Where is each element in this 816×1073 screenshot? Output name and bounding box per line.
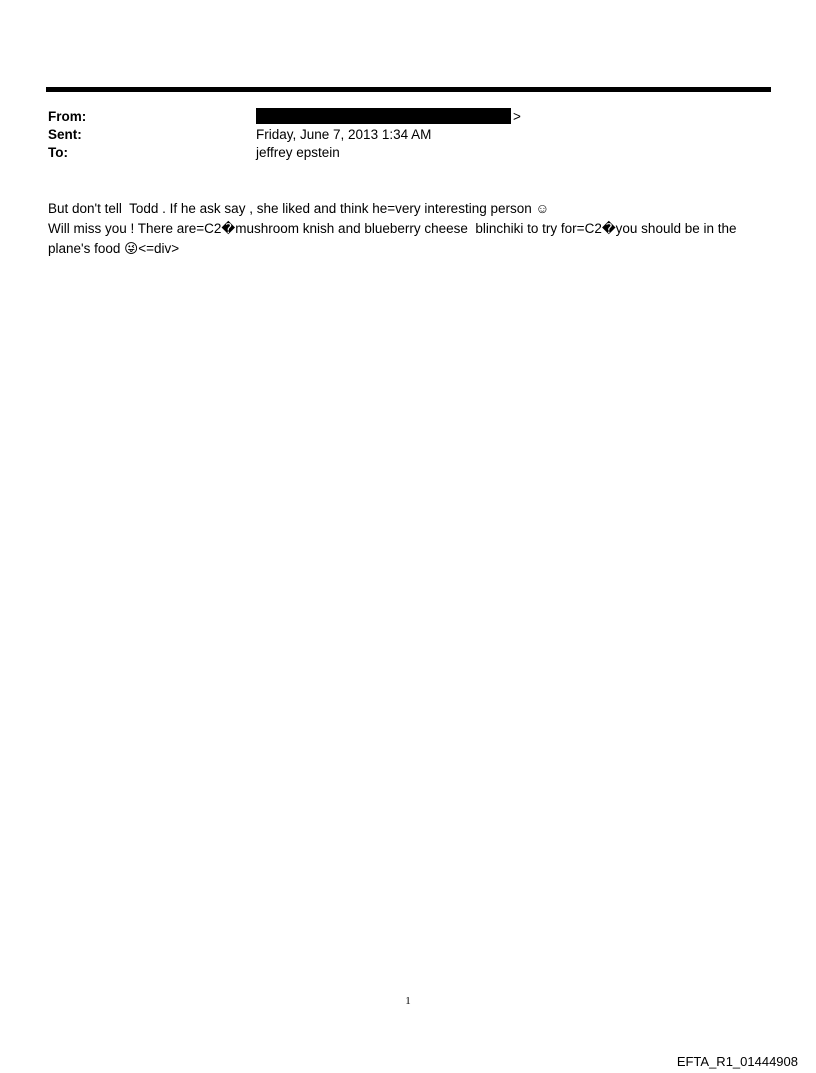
body-line-1: But don't tell Todd . If he ask say , she liked and think he=very interesting person ☺ [48,201,550,216]
from-suffix: > [513,109,521,124]
header-rule [46,87,771,92]
sent-row [48,126,768,144]
to-label: To: [48,145,68,160]
body-line-2: Will miss you ! There are=C2�mushroom knish and blueberry cheese blinchiki to try for=C2�you should be in the [48,221,737,236]
body-line-3: plane's food 😜<=div> [48,241,180,256]
email-header [48,108,768,162]
from-row [48,108,768,126]
email-body [48,199,768,259]
redaction-box [256,108,511,124]
to-value: jeffrey epstein [256,145,340,160]
to-row [48,144,768,162]
sent-value: Friday, June 7, 2013 1:34 AM [256,127,432,142]
sent-label: Sent: [48,127,82,142]
from-label: From: [48,109,87,124]
bates-id: EFTA_R1_01444908 [676,1054,798,1069]
page-number: 1 [405,995,411,1007]
from-value [256,108,768,126]
